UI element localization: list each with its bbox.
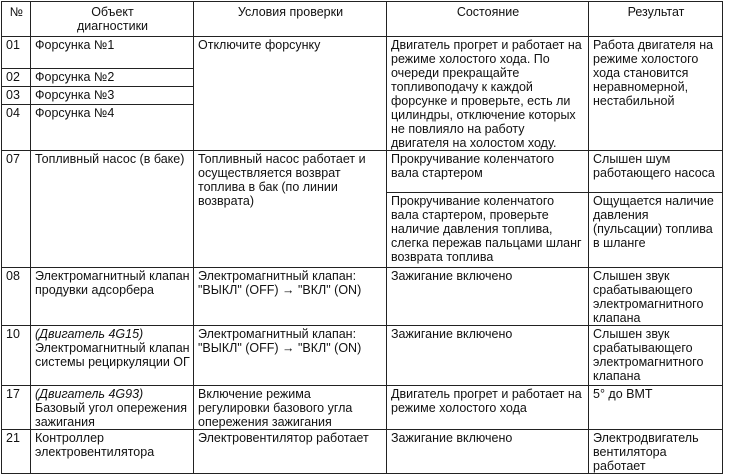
row-conditions: Включение режима регулировки базового угла опережения зажигания (194, 386, 387, 430)
engine-note: (Двигатель 4G15) (35, 327, 144, 341)
table-row (2, 268, 723, 326)
row-conditions: Электромагнитный клапан: "ВЫКЛ" (OFF) → "ВКЛ" (ON) (194, 268, 387, 326)
table-row (2, 326, 723, 386)
row-object: Форсунка №3 (31, 86, 194, 104)
row-conditions: Электромагнитный клапан: "ВЫКЛ" (OFF) → "ВКЛ" (ON) (194, 326, 387, 386)
row-state: Прокручивание коленчатого вала стартером, проверьте наличие давления топлива, слегка пережав пальцами шланг возврата топлива (387, 193, 589, 268)
row-object: Топливный насос (в баке) (31, 151, 194, 268)
header-num: № (2, 2, 31, 37)
row-num: 10 (2, 326, 31, 386)
row-result: Слышен звук срабатывающего электромагнитного клапана (589, 268, 723, 326)
header-result: Результат (589, 2, 723, 37)
row-num: 03 (2, 86, 31, 104)
header-row (2, 2, 723, 37)
table-row (2, 151, 723, 193)
row-result: Ощущается наличие давления (пульсации) топлива в шланге (589, 193, 723, 268)
header-state: Состояние (387, 2, 589, 37)
row-result: Слышен шум работающего насоса (589, 151, 723, 193)
row-state: Прокручивание коленчатого вала стартером (387, 151, 589, 193)
header-conditions: Условия проверки (194, 2, 387, 37)
row-result: 5° до ВМТ (589, 386, 723, 430)
row-object: Контроллер электровентилятора (31, 430, 194, 474)
row-num: 02 (2, 68, 31, 86)
row-state: Зажигание включено (387, 430, 589, 474)
row-object: Форсунка №4 (31, 104, 194, 150)
row-state: Зажигание включено (387, 326, 589, 386)
row-state: Зажигание включено (387, 268, 589, 326)
row-object-cell (31, 326, 194, 386)
row-num: 08 (2, 268, 31, 326)
header-object: Объект диагностики (31, 2, 194, 37)
row-num: 01 (2, 37, 31, 69)
table-row (2, 386, 723, 430)
row-object-cell (31, 386, 194, 430)
row-num: 04 (2, 104, 31, 150)
row-object: Базовый угол опережения зажигания (35, 401, 188, 429)
row-num: 21 (2, 430, 31, 474)
row-object: Форсунка №2 (31, 68, 194, 86)
row-num: 07 (2, 151, 31, 268)
row-state: Двигатель прогрет и работает на режиме холостого хода. По очереди прекращайте топливоподачу к каждой форсунке и проверьте, есть ли цилиндры, отключение которых не повлияло на работу двигателя на холостом ходу. (387, 37, 589, 151)
row-object: Электромагнитный клапан продувки адсорбера (31, 268, 194, 326)
table-row (2, 430, 723, 474)
row-result: Работа двигателя на режиме холостого хода становится неравномерной, нестабильной (589, 37, 723, 151)
row-object: Электромагнитный клапан системы рециркуляции ОГ (35, 341, 190, 369)
row-result: Слышен звук срабатывающего электромагнитного клапана (589, 326, 723, 386)
row-conditions: Топливный насос работает и осуществляется возврат топлива в бак (по линии возврата) (194, 151, 387, 268)
engine-note: (Двигатель 4G93) (35, 387, 144, 401)
table-row (2, 37, 723, 69)
row-num: 17 (2, 386, 31, 430)
row-conditions: Электровентилятор работает (194, 430, 387, 474)
row-result: Электродвигатель вентилятора работает (589, 430, 723, 474)
row-conditions: Отключите форсунку (194, 37, 387, 151)
diagnostics-table (1, 1, 723, 474)
row-state: Двигатель прогрет и работает на режиме холостого хода (387, 386, 589, 430)
row-object: Форсунка №1 (31, 37, 194, 69)
